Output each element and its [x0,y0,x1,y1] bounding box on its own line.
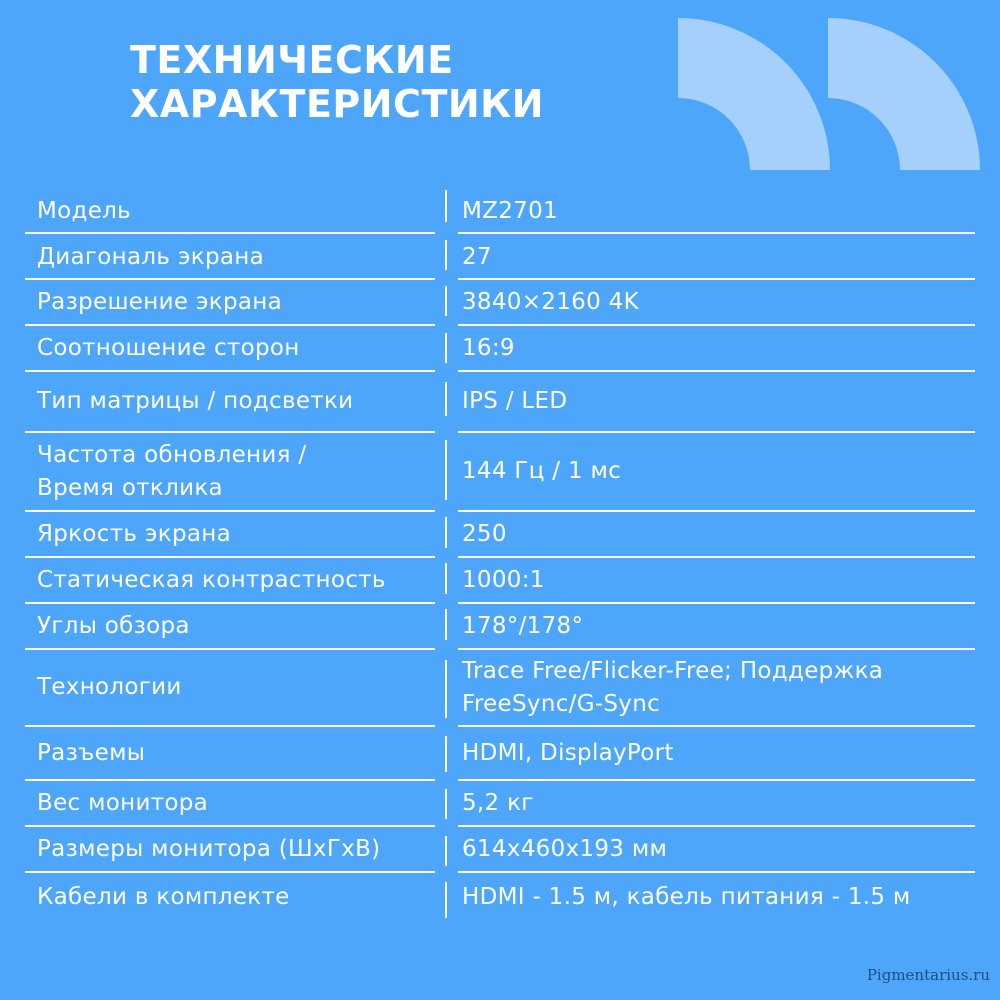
spec-row [25,873,975,922]
spec-label [37,236,447,278]
spec-label-line: Кабели в комплекте [37,884,290,910]
spec-value [462,372,977,431]
column-separator [445,563,447,594]
spec-label [37,827,447,871]
spec-row [25,433,975,510]
column-separator [445,609,447,640]
spec-value-line: 614x460x193 мм [462,835,668,862]
spec-row [25,558,975,602]
spec-value [462,512,977,556]
spec-value [462,650,977,725]
column-separator [445,789,447,819]
column-separator [445,440,447,500]
spec-label-line: Разъемы [37,739,146,766]
spec-value [462,433,977,510]
spec-value-line: MZ2701 [462,197,558,224]
spec-label-line: Углы обзора [37,612,190,639]
spec-label-line: Соотношение сторон [37,334,300,361]
column-separator [445,382,447,416]
spec-value-line: HDMI, DisplayPort [462,739,674,766]
spec-label [37,727,447,779]
spec-value-line: Trace Free/Flicker-Free; Поддержка [462,657,884,684]
spec-value [462,190,977,232]
column-separator [445,240,447,270]
spec-row [25,727,975,779]
spec-label-line: Разрешение экрана [37,288,283,315]
spec-value-line: FreeSync/G-Sync [462,690,661,717]
row-divider-value [458,232,975,234]
column-separator [445,660,447,718]
column-separator [445,333,447,363]
spec-label-line: Частота обновления / [37,441,307,468]
spec-label [37,512,447,556]
title-line-2: ХАРАКТЕРИСТИКИ [130,82,545,126]
spec-label-line: Статическая контрастность [37,566,386,593]
spec-label [37,190,447,232]
spec-value-line: 178°/178° [462,612,584,639]
column-separator [445,736,447,772]
spec-value [462,781,977,825]
spec-value-line: 16:9 [462,334,515,361]
column-separator [445,882,447,918]
spec-value-line: 144 Гц / 1 мс [462,458,622,484]
spec-label [37,326,447,370]
spec-value [462,827,977,871]
watermark: Pigmentarius.ru [866,966,990,984]
spec-value-line: HDMI - 1.5 м, кабель питания - 1.5 м [462,884,911,910]
spec-label-line: Вес монитора [37,789,209,816]
spec-row [25,650,975,725]
spec-label [37,604,447,648]
spec-value [462,236,977,278]
spec-value [462,280,977,324]
spec-value-line: 1000:1 [462,566,545,593]
spec-value [462,604,977,648]
spec-label-line: Тип матрицы / подсветки [37,388,354,414]
spec-value-line: IPS / LED [462,388,568,414]
spec-row [25,190,975,232]
spec-row [25,512,975,556]
spec-label [37,781,447,825]
spec-label [37,873,447,922]
spec-value-line: 5,2 кг [462,789,534,816]
spec-row [25,326,975,370]
spec-label-line: Размеры монитора (ШxГxВ) [37,835,381,862]
spec-label [37,280,447,324]
spec-label [37,558,447,602]
spec-value-line: 3840×2160 4K [462,288,639,315]
spec-row [25,604,975,648]
spec-value-line: 250 [462,520,507,547]
spec-label [37,650,447,725]
spec-label-line: Модель [37,197,132,224]
spec-label-line: Время отклика [37,474,223,501]
spec-label [37,372,447,431]
spec-label [37,433,447,510]
spec-label-line: Технологии [37,674,182,700]
spec-value [462,558,977,602]
column-separator [445,836,447,866]
spec-value [462,727,977,779]
spec-label-line: Диагональ экрана [37,243,265,270]
spec-row [25,827,975,871]
spec-value [462,326,977,370]
spec-row [25,280,975,324]
spec-label-line: Яркость экрана [37,520,231,547]
spec-row [25,236,975,278]
spec-value [462,873,977,922]
spec-value-line: 27 [462,243,492,270]
column-separator [445,190,447,222]
column-separator [445,286,447,316]
column-separator [445,517,447,548]
row-divider-label [25,232,435,234]
spec-row [25,372,975,431]
spec-row [25,781,975,825]
title-line-1: ТЕХНИЧЕСКИЕ [130,38,454,82]
